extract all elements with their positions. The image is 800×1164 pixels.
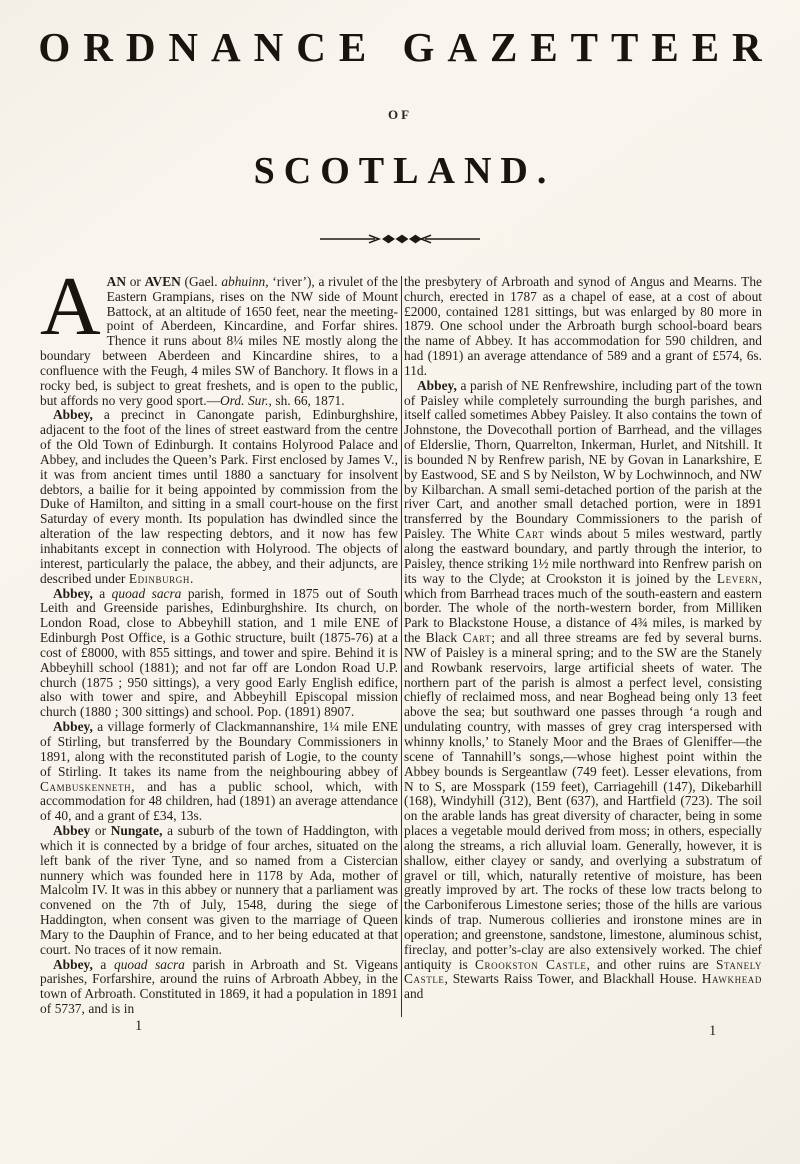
text-segment-plain: (Gael. [180, 273, 222, 289]
text-segment-bold: Abbey, [417, 377, 457, 393]
entry-abbey-arbroath-continued [404, 275, 762, 379]
page-title: ORDNANCE GAZETTEER [38, 24, 775, 70]
masthead [0, 24, 800, 246]
text-segment-smallcaps: Hawkhead [701, 971, 762, 987]
entry-abbey-village-clackmannanshire [40, 720, 398, 824]
text-segment-italic: abhuinn [221, 273, 266, 289]
text-segment-bold: Abbey, [53, 407, 93, 423]
text-segment-plain: a [92, 585, 112, 601]
entry-abbey-arbroath [40, 958, 398, 1017]
text-segment-bold: Abbey, [53, 719, 93, 735]
text-segment-plain: parish, formed in 1875 out of South Leith and Greenside parishes, Edinburghshire. Its church, on London Road, close to Abbeyhill station, and 1 mile ENE of Edinburgh Post Office, is a Gothic structure, built (1875-76) at a cost of £8000, with 855 sittings, and tower and spire. Behind it is Abbeyhill school (1881); and not far off are London Road U.P. church (1875 ; 950 sittings), a very good Early English edifice, also with tower and spire, and Abbeyhill Episcopal mission church (1880 ; 300 sittings) and school. Pop. (1891) 8907. [40, 585, 398, 720]
text-segment-smallcaps: Levern [716, 570, 759, 586]
title-divider [0, 232, 800, 246]
column-rule [401, 276, 402, 1017]
text-segment-smallcaps: Stanely Castle [404, 956, 763, 987]
text-segment-italic: quoad sacra [111, 585, 182, 601]
entry-aan-or-aven [40, 259, 399, 409]
folio-left: 1 [135, 1018, 143, 1035]
folio-row [0, 1018, 800, 1042]
text-columns [0, 259, 800, 1017]
text-segment-bold: Abbey, [53, 585, 93, 601]
text-segment-bold: Abbey, [53, 956, 93, 972]
text-segment-bold: AVEN [144, 273, 181, 289]
text-segment-italic: quoad sacra [114, 956, 185, 972]
text-segment-plain: a precinct in Canongate parish, Edinburghshire, adjacent to the foot of the lines of street eastward from the centre of the Old Town of Edinburgh. It contains Holyrood Palace and Abbey, and includes the Queen’s Park. First enclosed by James V., it was from ancient times until 1880 a sanctuary for insolvent debtors, a bailie for it being appointed by commission from the Duke of Hamilton, and sitting in a small court-house on the first Saturday of every month. Its population has dwindled since the alteration of the law respecting debtors, and it now has few inhabitants except in connection with Holyrood. The objects of interest, particularly the palace, the abbey, and their adjuncts, are described under [40, 407, 398, 586]
entry-abbey-canongate [40, 408, 398, 586]
text-segment-plain: a [92, 956, 114, 972]
text-segment-plain: parish in Arbroath and St. Vigeans parishes, Forfarshire, around the ruins of Arbroath Abbey, in the town of Arbroath. Constituted in 1869, it had a population in 1891 of 5737, and is in [40, 956, 398, 1017]
text-segment-smallcaps: Cart [462, 630, 492, 646]
text-segment-plain: ; and all three streams are fed by several burns. NW of Paisley is a mineral spring; and to the SW are the Stanely and Rowbank reservoirs, large artificial sheets of water. The northern part of the parish is almost a perfect level, consisting chiefly of reclaimed moss, and near Boghead being only 13 feet above the sea; but southward one passes through ‘a rough and undulating country, with masses of grey crag interspersed with whinny knolls,’ to Stanely Moor and the Braes of Gleniffer—the scene of Tannahill’s songs,—whose highest point within the Abbey bounds is Sergeantlaw (749 feet). Lesser elevations, from N to S, are Mosspark (159 feet), Carriagehill (147), Dikebarhill (168), Windyhill (312), Bent (637), and Hartfield (723). The soil on the arable lands has great diversity of character, being in some places a vegetable mould derived from moss; in others, especially along the streams, a rich alluvial loam. Generally, however, it is shallow, either clayey or sandy, and overlying a substratum of gravel or till, which, naturally retentive of moisture, has been greatly improved by art. The rocks of these low tracts belong to the Carboniferous Limestone series; those of the hills are various kinds of trap. Numerous collieries and ironstone mines are in operation; and greenstone, sandstone, limestone, aluminous schist, fireclay, and potter’s-clay are also extensively worked. The chief antiquity is [404, 630, 762, 972]
folio-right: 1 [709, 1023, 717, 1040]
right-column [404, 275, 762, 1017]
text-segment-plain: a suburb of the town of Haddington, with which it is connected by a bridge of four arches, situated on the left bank of the river Tyne, and so named from a Cistercian nunnery which was founded here in 1178 by Ada, mother of Malcolm IV. It was in this abbey or nunnery that a parliament was convened on the 7th of July, 1548, during the siege of Haddington, when consent was given to the marriage of Queen Mary to the Dauphin of France, and to her being educated at that court. No traces of it now remain. [40, 823, 399, 957]
text-segment-plain: . [189, 570, 194, 586]
text-segment-plain: , ‘river’), a rivulet of the Eastern Grampians, rises on the NW side of Mount Battock, at an altitude of 1650 feet, near the meeting-point of Aberdeen, Kincardine, and Forfar shires. Thence it runs about 8¼ miles NE mostly along the boundary between Aberdeen and Kincardine shires, to a confluence with the Feugh, 4 miles SW of Banchory. It flows in a rocky bed, is subject to great freshets, and is open to the public, but affords no very good sport.— [40, 273, 399, 408]
text-segment-plain: a parish of NE Renfrewshire, including part of the town of Paisley while completely surrounding the burgh parishes, and itself called sometimes Abbey Paisley. It also contains the town of Johnstone, the Dovecothall portion of Barrhead, and the villages of Elderslie, Thorn, Quarrelton, Inkerman, Hurlet, and Nitshill. It is bounded N by Renfrew parish, NE by Govan in Lanarkshire, E by Eastwood, SE and S by Neilston, W by Lochwinnoch, and NW by Kilbarchan. A small semi-detached portion of the parish at the river Cart, and another small detached portion, were in 1891 transferred by the Boundary Commissioners to the parish of Paisley. The White [404, 377, 762, 542]
left-column [40, 259, 399, 1017]
text-segment-plain: or [126, 273, 145, 289]
text-segment-smallcaps: Cart [515, 526, 545, 542]
text-segment-bold: AN [106, 273, 127, 289]
text-segment-plain: , and has a public school, which, with accommodation for 48 children, had (1891) an average attendance of 40, and a grant of £34, 13s. [40, 778, 398, 824]
text-segment-plain: , sh. 66, 1871. [268, 392, 345, 408]
text-segment-plain: , Stewarts Raiss Tower, and Blackhall House. [444, 971, 702, 987]
page-subtitle: SCOTLAND. [253, 150, 556, 193]
text-segment-bold: Abbey [53, 823, 91, 839]
text-segment-plain: the presbytery of Arbroath and synod of Angus and Mearns. The church, erected in 1787 as a chapel of ease, at a cost of about £2000, contained 1281 sittings, but was enlarged by 80 more in 1879. One school under the Arbroath burgh school-board bears the name of Abbey. It has accommodation for 590 children, and had (1891) an average attendance of 589 and a grant of £574, 6s. 11d. [404, 273, 762, 378]
text-segment-plain: a village formerly of Clackmannanshire, 1¼ mile ENE of Stirling, but transferred by the Boundary Commissioners in 1891, along with the reconstituted parish of Logie, to the county of Stirling. It takes its name from the neighbouring abbey of [40, 719, 398, 779]
inward-arrows-diamonds-icon [318, 232, 482, 246]
text-segment-plain: , which from Barrhead traces much of the south-eastern and eastern border. The whole of the north-western border, from Milliken Park to Blackstone House, a distance of 4¾ miles, is marked by the Black [404, 570, 762, 646]
text-segment-smallcaps: Edinburgh [128, 570, 190, 586]
text-segment-plain: or [90, 823, 111, 839]
text-segment-plain: , and other ruins are [586, 956, 716, 972]
text-segment-smallcaps: Cambuskenneth [40, 778, 132, 794]
entry-abbey-quoad-sacra-leith [40, 587, 398, 721]
entry-abbey-or-nungate [40, 824, 398, 958]
text-segment-smallcaps: Crookston Castle [475, 956, 587, 972]
text-segment-plain: winds about 5 miles westward, partly along the eastward boundary, and partly through the interior, to Paisley, thence striking 1½ mile northward into Renfrew parish on its way to the Clyde; at Crookston it is joined by the [404, 526, 762, 586]
entry-abbey-renfrewshire [404, 379, 762, 1002]
text-segment-italic: Ord. Sur. [220, 392, 269, 408]
title-of-label: OF [387, 107, 413, 123]
text-segment-bold: Nungate, [110, 823, 163, 839]
drop-cap-letter: A [40, 259, 101, 353]
text-segment-plain: and [404, 986, 424, 1002]
